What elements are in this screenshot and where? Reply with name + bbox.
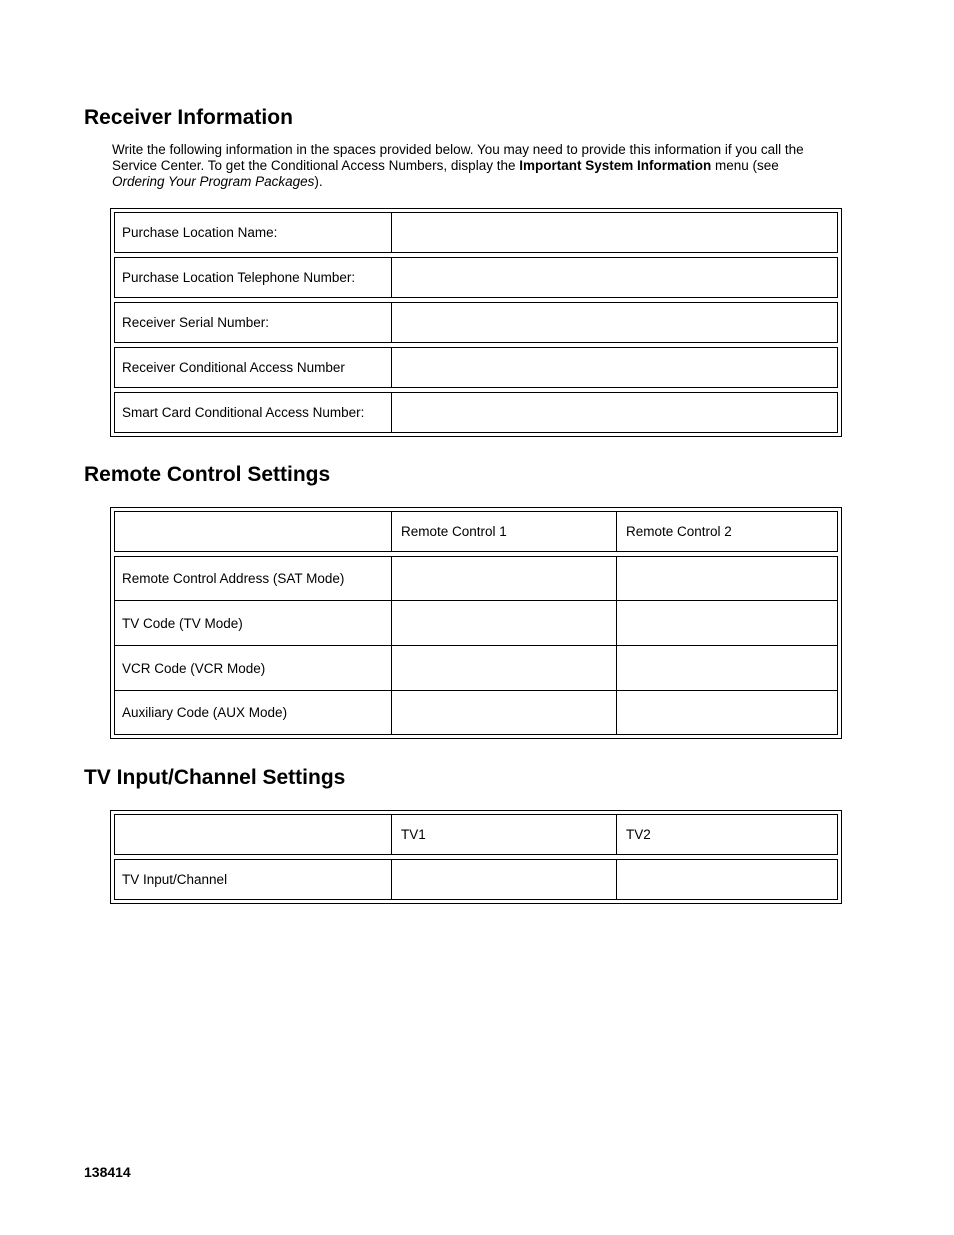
intro-text-2: menu (see [711,158,779,173]
receiver-access-number-field[interactable] [392,347,838,388]
tv-code-remote-1-field[interactable] [392,601,617,646]
vcr-code-remote-1-field[interactable] [392,646,617,691]
vcr-code-remote-2-field[interactable] [617,646,838,691]
table-header-row [114,814,838,855]
table-row [114,302,838,343]
row-label: Remote Control Address (SAT Mode) [114,556,392,601]
aux-code-remote-2-field[interactable] [617,691,838,735]
table-row [114,646,838,691]
receiver-information-heading: Receiver Information [84,106,293,129]
column-header-tv2: TV2 [617,814,838,855]
remote-control-table [110,507,842,739]
intro-menu-name: Important System Information [519,158,712,173]
row-label: Smart Card Conditional Access Number: [114,392,392,433]
row-label: Receiver Serial Number: [114,302,392,343]
header-blank [114,814,392,855]
purchase-location-phone-field[interactable] [392,257,838,298]
remote-control-settings-heading: Remote Control Settings [84,463,331,486]
receiver-intro-text [112,142,832,190]
row-label: TV Code (TV Mode) [114,601,392,646]
purchase-location-name-field[interactable] [392,212,838,253]
table-row [114,212,838,253]
column-header-remote-1: Remote Control 1 [392,511,617,552]
table-row [114,556,838,601]
table-row [114,392,838,433]
intro-text-3: ). [314,174,323,189]
column-header-remote-2: Remote Control 2 [617,511,838,552]
header-blank [114,511,392,552]
table-row [114,859,838,900]
intro-text-1: Write the following information in the spaces provided below. You may need to provide this information if you call the Service Center. To get the Conditional Access Numbers, display the [112,142,804,173]
row-label: Receiver Conditional Access Number [114,347,392,388]
table-row [114,257,838,298]
intro-reference: Ordering Your Program Packages [112,174,315,189]
table-row [114,347,838,388]
row-label: TV Input/Channel [114,859,392,900]
tv1-input-channel-field[interactable] [392,859,617,900]
smart-card-access-number-field[interactable] [392,392,838,433]
row-label: Auxiliary Code (AUX Mode) [114,691,392,735]
tv-input-table [110,810,842,904]
row-label: VCR Code (VCR Mode) [114,646,392,691]
row-label: Purchase Location Name: [114,212,392,253]
column-header-tv1: TV1 [392,814,617,855]
table-row [114,601,838,646]
table-row [114,691,838,735]
sat-address-remote-2-field[interactable] [617,556,838,601]
sat-address-remote-1-field[interactable] [392,556,617,601]
page-id: 138414 [84,1164,131,1180]
tv-input-channel-settings-heading: TV Input/Channel Settings [84,766,346,789]
row-label: Purchase Location Telephone Number: [114,257,392,298]
table-header-row [114,511,838,552]
tv2-input-channel-field[interactable] [617,859,838,900]
tv-code-remote-2-field[interactable] [617,601,838,646]
receiver-info-table [110,208,842,437]
receiver-serial-number-field[interactable] [392,302,838,343]
aux-code-remote-1-field[interactable] [392,691,617,735]
